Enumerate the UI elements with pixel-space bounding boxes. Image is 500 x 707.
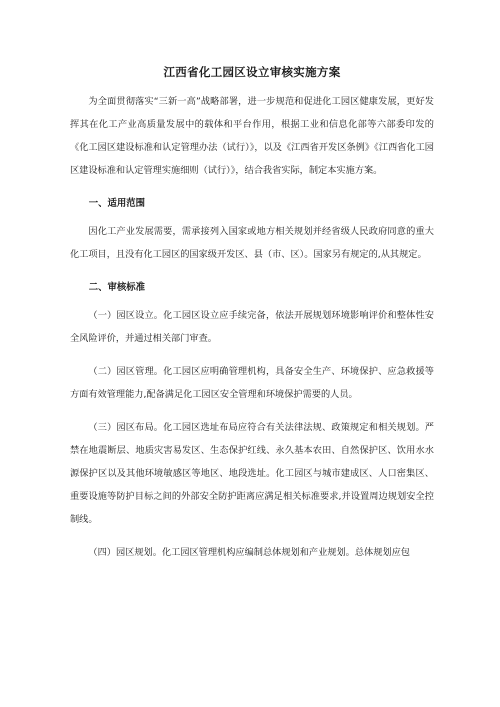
section-heading-criteria: 二、审核标准 [88,282,146,293]
criteria-paragraph-planning: （四）园区规划。化工园区管理机构应编制总体规划和产业规划。总体规划应包 [88,547,410,558]
section-criteria [70,276,434,564]
document-title: 江西省化工园区设立审核实施方案 [163,65,341,79]
criteria-paragraph-management: （二）园区管理。化工园区应明确管理机构，具备安全生产、环境保护、应急救援等方面有效管理能力,配备满足化工园区安全管理和环境保护需要的人员。 [70,366,434,400]
section-heading-scope: 一、适用范围 [88,198,146,209]
criteria-paragraph-establishment: （一）园区设立。化工园区设立应手续完备，依法开展规划环境影响评价和整体性安全风险评价，并通过相关部门审查。 [70,310,434,344]
scope-paragraph: 因化工产业发展需要，需承接列入国家或地方相关规划并经省级人民政府同意的重大化工项目，且没有化工园区的国家级开发区、县（市、区）。国家另有规定的,从其规定。 [70,226,434,260]
intro-paragraph: 为全面贯彻落实“三新一高”战略部署，进一步规范和促进化工园区健康发展，更好发挥其在化工产业高质量发展中的载体和平台作用，根据工业和信息化部等六部委印发的《化工园区建设标准和认定管理办法（试行）》，以及《江西省开发区条例》《江西省化工园区建设标准和认定管理实施细则（试行）》，结合我省实际，制定本实施方案。 [70,96,434,176]
criteria-paragraph-layout: （三）园区布局。化工园区选址布局应符合有关法律法规、政策规定和相关规划。严禁在地震断层、地质灾害易发区、生态保护红线、永久基本农田、自然保护区、饮用水水源保护区以及其他环境敏感区等地区、地段选址。化工园区与城市建成区、人口密集区、重要设施等防护目标之间的外部安全防护距离应满足相关标准要求,并设置周边规划安全控制线。 [70,422,434,525]
section-scope [70,192,434,266]
